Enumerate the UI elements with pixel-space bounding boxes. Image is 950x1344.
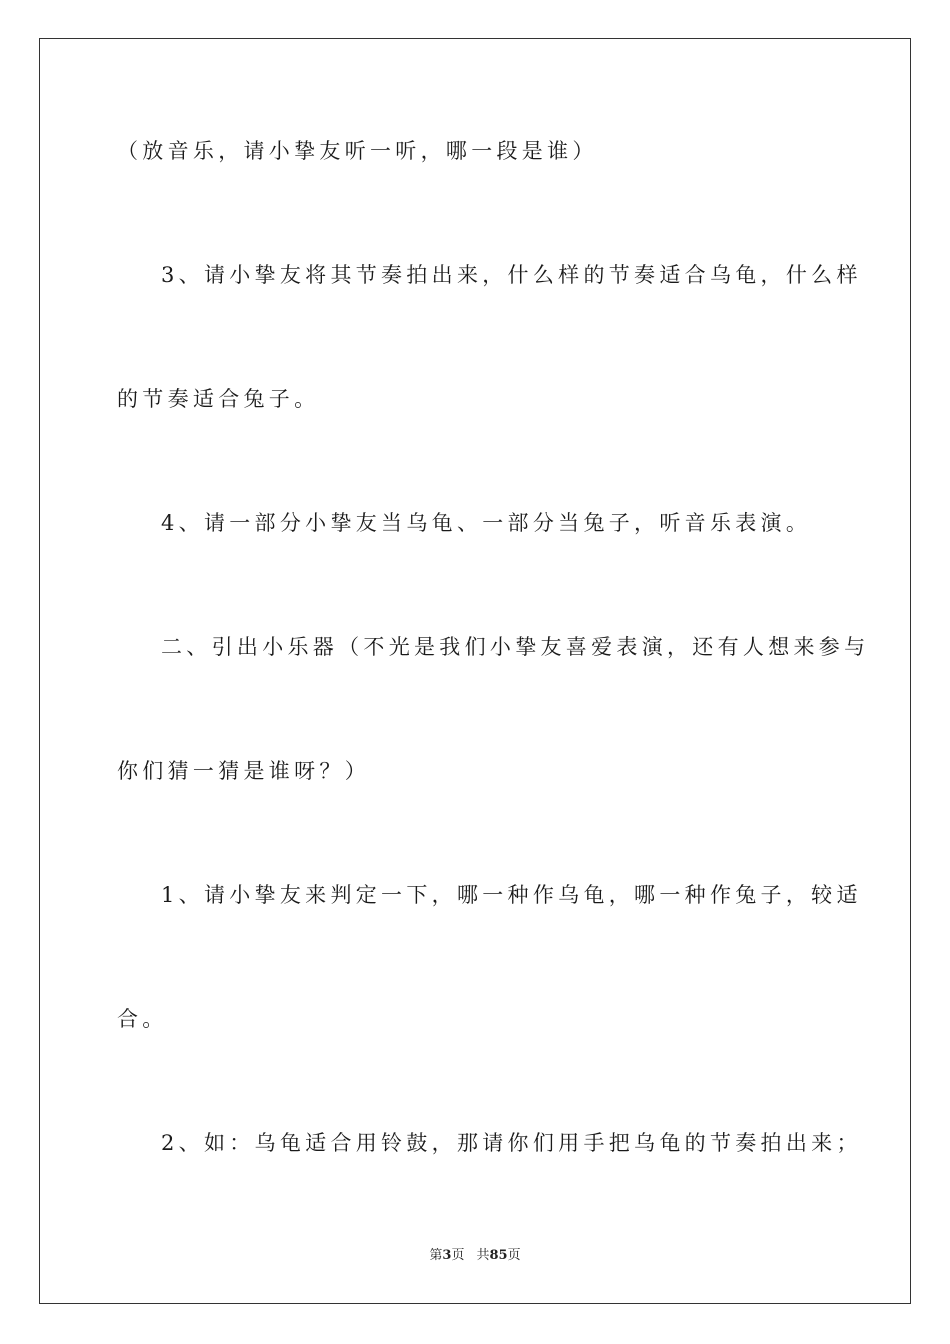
footer-total-prefix: 共 <box>476 1248 490 1263</box>
paragraph-line-3: 的节奏适合兔子。 <box>117 387 320 411</box>
footer-total-unit: 页 <box>507 1248 521 1263</box>
paragraph-line-8: 合。 <box>117 1007 168 1031</box>
paragraph-line-7: 1、请小挚友来判定一下，哪一种作乌龟，哪一种作兔子，较适 <box>161 883 862 907</box>
footer-total-pages: 85 <box>489 1248 508 1263</box>
paragraph-line-4: 4、请一部分小挚友当乌龟、一部分当兔子，听音乐表演。 <box>161 511 812 535</box>
paragraph-line-1: （放音乐，请小挚友听一听，哪一段是谁） <box>117 139 598 163</box>
footer-prefix: 第 <box>429 1248 443 1263</box>
footer-current-page: 3 <box>442 1248 452 1263</box>
paragraph-line-2: 3、请小挚友将其节奏拍出来，什么样的节奏适合乌龟，什么样 <box>161 263 862 287</box>
paragraph-line-5: 二、引出小乐器（不光是我们小挚友喜爱表演，还有人想来参与 <box>161 635 870 659</box>
page-footer <box>0 1247 950 1265</box>
page-frame <box>39 38 911 1304</box>
paragraph-line-6: 你们猜一猜是谁呀？） <box>117 759 370 783</box>
paragraph-line-9: 2、如：乌龟适合用铃鼓，那请你们用手把乌龟的节奏拍出来； <box>161 1131 862 1155</box>
footer-page-unit: 页 <box>451 1248 465 1263</box>
